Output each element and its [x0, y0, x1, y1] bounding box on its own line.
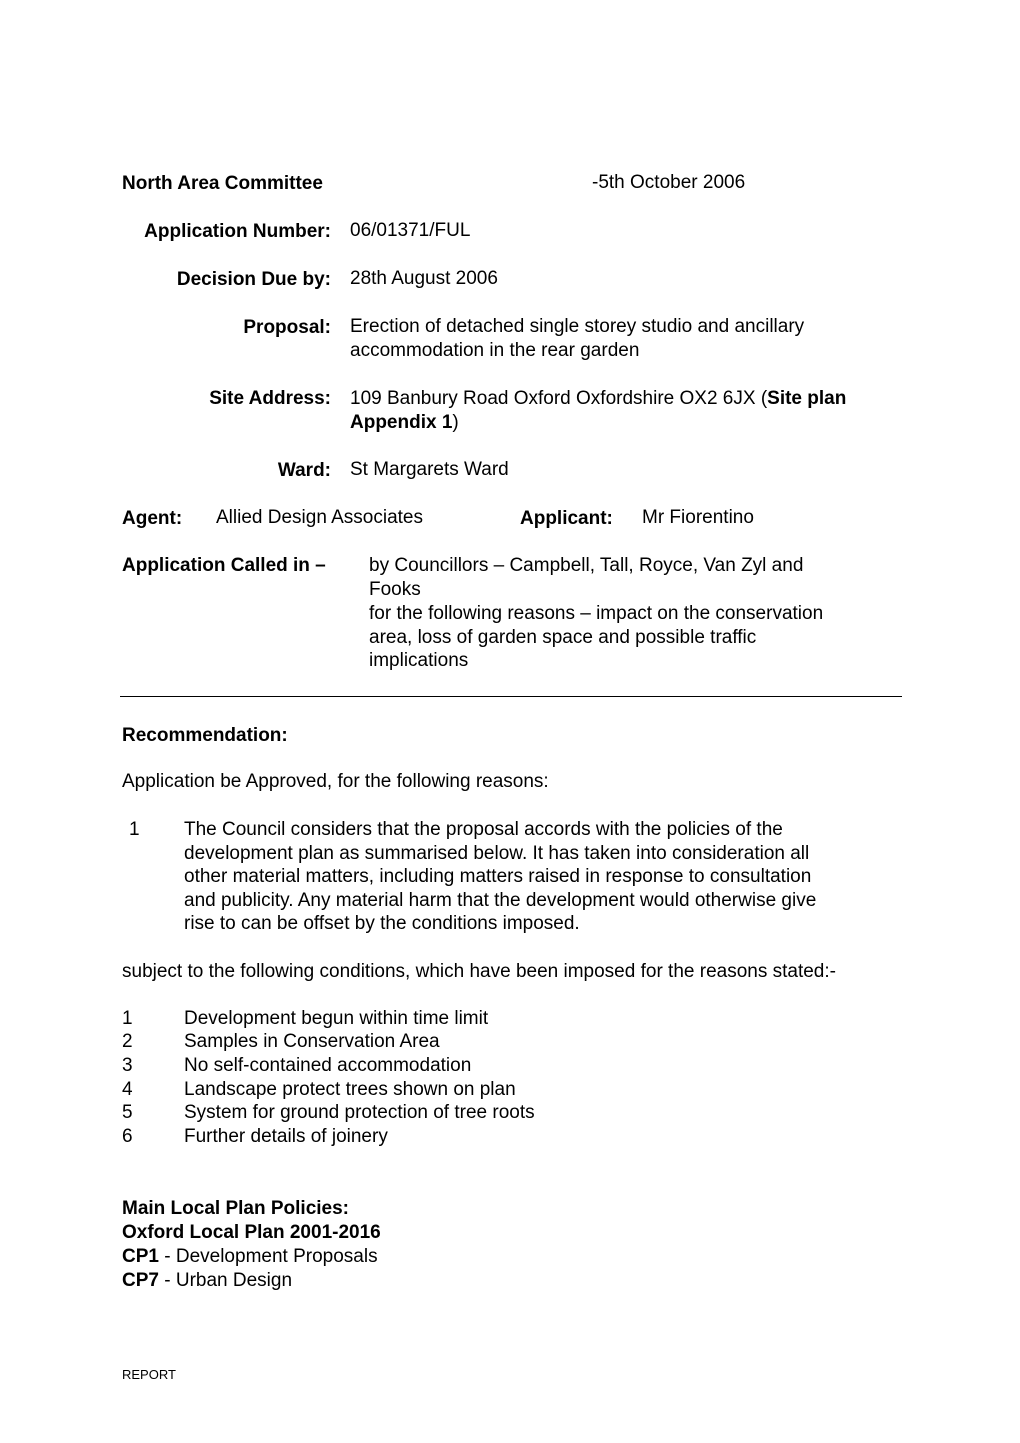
applicant: Mr Fiorentino: [642, 507, 754, 528]
reason-line: development plan as summarised below. It has taken into consideration all: [184, 843, 810, 864]
reason-line: and publicity. Any material harm that the development would otherwise give: [184, 890, 817, 911]
condition-text: Development begun within time limit: [184, 1008, 489, 1029]
policy-item: [122, 1269, 292, 1292]
section-divider: [120, 696, 902, 697]
condition-number: 2: [122, 1031, 133, 1052]
ward: St Margarets Ward: [350, 459, 509, 480]
called-in-line: area, loss of garden space and possible traffic: [369, 627, 757, 648]
decision-due: 28th August 2006: [350, 268, 498, 289]
condition-number: 1: [122, 1008, 133, 1029]
application-number-label: Application Number:: [144, 221, 331, 242]
called-in-label: Application Called in –: [122, 555, 326, 576]
policy-text: - Urban Design: [158, 1270, 293, 1291]
condition-number: 6: [122, 1126, 133, 1147]
appendix-ref: Appendix 1: [350, 412, 453, 433]
condition-text: Further details of joinery: [184, 1126, 388, 1147]
site-address-label: Site Address:: [209, 388, 331, 409]
called-in-line: implications: [369, 650, 469, 671]
recommendation-intro: Application be Approved, for the following reasons:: [122, 771, 549, 792]
site-address-close: ): [452, 412, 459, 433]
agent-label: Agent:: [122, 508, 183, 529]
applicant-label: Applicant:: [520, 508, 613, 529]
agent: Allied Design Associates: [216, 507, 423, 528]
policy-code: CP1: [122, 1246, 159, 1267]
reason-line: The Council considers that the proposal accords with the policies of the: [184, 819, 783, 840]
site-plan-ref: Site plan: [767, 388, 847, 409]
condition-text: No self-contained accommodation: [184, 1055, 472, 1076]
proposal-line: Erection of detached single storey studio and ancillary: [350, 316, 805, 337]
site-address-text: 109 Banbury Road Oxford Oxfordshire OX2 6JX (: [350, 388, 768, 409]
reason-number: 1: [129, 819, 140, 840]
footer-label: REPORT: [122, 1367, 176, 1382]
application-number: 06/01371/FUL: [350, 220, 471, 241]
meeting-date: -5th October 2006: [592, 172, 746, 193]
decision-due-label: Decision Due by:: [176, 269, 331, 290]
site-address-continued: [350, 411, 459, 434]
reason-line: other material matters, including matters raised in response to consultation: [184, 866, 812, 887]
policy-text: - Development Proposals: [158, 1246, 378, 1267]
conditions-intro: subject to the following conditions, which have been imposed for the reasons stated:-: [122, 961, 836, 982]
proposal-label: Proposal:: [243, 317, 331, 338]
condition-text: Landscape protect trees shown on plan: [184, 1079, 516, 1100]
condition-text: System for ground protection of tree roots: [184, 1102, 535, 1123]
reason-line: rise to can be offset by the conditions imposed.: [184, 913, 580, 934]
proposal-line: accommodation in the rear garden: [350, 340, 640, 361]
committee-title: North Area Committee: [122, 173, 323, 194]
called-in-line: Fooks: [369, 579, 421, 600]
policy-item: [122, 1245, 378, 1268]
condition-number: 5: [122, 1102, 133, 1123]
recommendation-heading: Recommendation:: [122, 725, 288, 746]
condition-number: 3: [122, 1055, 133, 1076]
local-plan-title: Oxford Local Plan 2001-2016: [122, 1222, 381, 1243]
condition-text: Samples in Conservation Area: [184, 1031, 440, 1052]
policy-code: CP7: [122, 1270, 159, 1291]
called-in-line: by Councillors – Campbell, Tall, Royce, Van Zyl and: [369, 555, 804, 576]
called-in-line: for the following reasons – impact on the conservation: [369, 603, 824, 624]
condition-number: 4: [122, 1079, 133, 1100]
site-address: [350, 387, 846, 410]
ward-label: Ward:: [277, 460, 331, 481]
policies-heading: Main Local Plan Policies:: [122, 1198, 350, 1219]
